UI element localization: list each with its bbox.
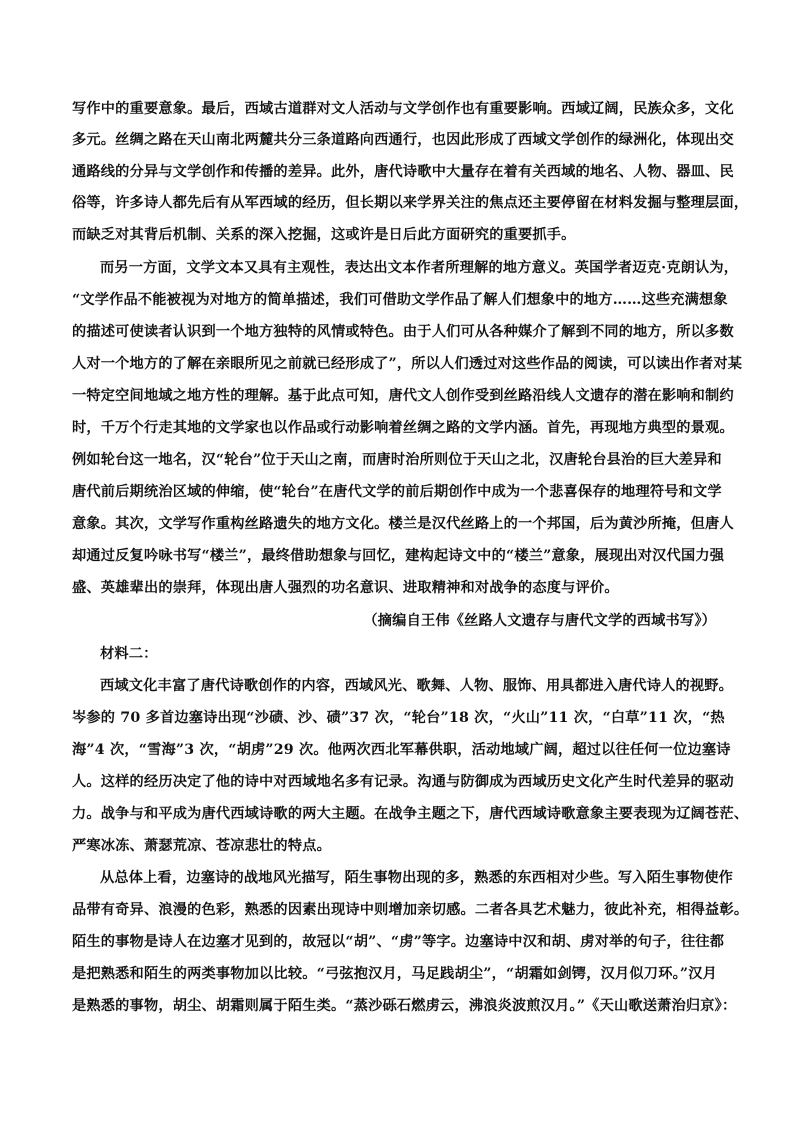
paragraph-line: 却通过反复吟咏书写“楼兰”，最终借助想象与回忆，建构起诗文中的“楼兰”意象，展现出对汉代国力强 xyxy=(72,548,725,564)
paragraph-line: 而另一方面，文学文本又具有主观性，表达出文本作者所理解的地方意义。英国学者迈克·克朗认为， xyxy=(100,260,739,276)
paragraph-line: 通路线的分异与文学创作和传播的差异。此外，唐代诗歌中大量存在着有关西域的地名、人物、器皿、民 xyxy=(72,164,734,180)
section-heading: 材料二： xyxy=(100,646,158,662)
paragraph-line: 人对一个地方的了解在亲眼所见之前就已经形成了”，所以人们透过对这些作品的阅读，可以读出作者对某 xyxy=(72,356,743,372)
paragraph-line: 严寒冰冻、萧瑟荒凉、苍凉悲壮的特点。 xyxy=(72,838,331,854)
paragraph-line: 写作中的重要意象。最后，西域古道群对文人活动与文学创作也有重要影响。西域辽阔，民族众多，文化 xyxy=(72,101,734,117)
paragraph-line: 是熟悉的事物，胡尘、胡霜则属于陌生类。“蒸沙砾石燃虏云，沸浪炎波煎汉月。”《天山歌送萧治归京》： xyxy=(72,998,737,1014)
paragraph-line: 从总体上看，边塞诗的战地风光描写，陌生事物出现的多，熟悉的东西相对少些。写入陌生事物使作 xyxy=(100,870,734,886)
paragraph-line: 的描述可使读者认识到一个地方独特的风情或特色。由于人们可从各种媒介了解到不同的地方，所以多数 xyxy=(72,324,734,340)
paragraph-line: 盛、英雄辈出的崇拜，体现出唐人强烈的功名意识、进取精神和对战争的态度与评价。 xyxy=(72,580,619,596)
source-citation: （摘编自王伟《丝路人文遗存与唐代文学的西域书写》） xyxy=(363,613,716,629)
paragraph-line: 陌生的事物是诗人在边塞才见到的，故冠以“胡”、“虏”等字。边塞诗中汉和胡、虏对举的句子，往往都 xyxy=(72,934,725,950)
paragraph-line: 力。战争与和平成为唐代西域诗歌的两大主题。在战争主题之下，唐代西域诗歌意象主要表现为辽阔苍茫、 xyxy=(72,806,749,822)
paragraph-line: 是把熟悉和陌生的两类事物加以比较。“弓弦抱汉月，马足践胡尘”，“胡霜如剑锷，汉月似刀环。”汉月 xyxy=(72,966,718,982)
paragraph-line: 例如轮台这一地名，汉“轮台”位于天山之南，而唐时治所则位于天山之北，汉唐轮台县治的巨大差异和 xyxy=(72,452,722,468)
paragraph-line: 岑参的 70 多首边塞诗出现“沙碛、沙、碛”37 次，“轮台”18 次，“火山”11 次，“白草”11 次，“热 xyxy=(72,710,725,726)
paragraph-line: 一特定空间地域之地方性的理解。基于此点可知，唐代文人创作受到丝路沿线人文遗存的潜在影响和制约 xyxy=(72,388,734,404)
paragraph-line: 多元。丝绸之路在天山南北两麓共分三条道路向西通行，也因此形成了西域文学创作的绿洲化，体现出交 xyxy=(72,132,734,148)
paragraph-line: 海”4 次，“雪海”3 次，“胡虏”29 次。他两次西北军幕供职，活动地域广阔，超过以往任何一位边塞诗 xyxy=(72,742,731,758)
paragraph-line: “文学作品不能被视为对地方的简单描述，我们可借助文学作品了解人们想象中的地方……这些充满想象 xyxy=(72,292,728,308)
paragraph-line: 唐代前后期统治区域的伸缩，使“轮台”在唐代文学的前后期创作中成为一个悲喜保存的地理符号和文学 xyxy=(72,484,722,500)
paragraph-line: 意象。其次，文学写作重构丝路遗失的地方文化。楼兰是汉代丝路上的一个邦国，后为黄沙所掩，但唐人 xyxy=(72,516,734,532)
paragraph-line: 人。这样的经历决定了他的诗中对西域地名多有记录。沟通与防御成为西域历史文化产生时代差异的驱动 xyxy=(72,774,734,790)
paragraph-line: 品带有奇异、浪漫的色彩，熟悉的因素出现诗中则增加亲切感。二者各具艺术魅力，彼此补充，相得益彰。 xyxy=(72,902,749,918)
paragraph-line: 时，千万个行走其地的文学家也以作品或行动影响着丝绸之路的文学内涵。首先，再现地方典型的景观。 xyxy=(72,420,734,436)
paragraph-line: 西域文化丰富了唐代诗歌创作的内容，西域风光、歌舞、人物、服饰、用具都进入唐代诗人的视野。 xyxy=(100,678,734,694)
paragraph-line: 而缺乏对其背后机制、关系的深入挖掘，这或许是日后此方面研究的重要抓手。 xyxy=(72,227,576,243)
paragraph-line: 俗等，许多诗人都先后有从军西域的经历，但长期以来学界关注的焦点还主要停留在材料发掘与整理层面， xyxy=(72,195,749,211)
